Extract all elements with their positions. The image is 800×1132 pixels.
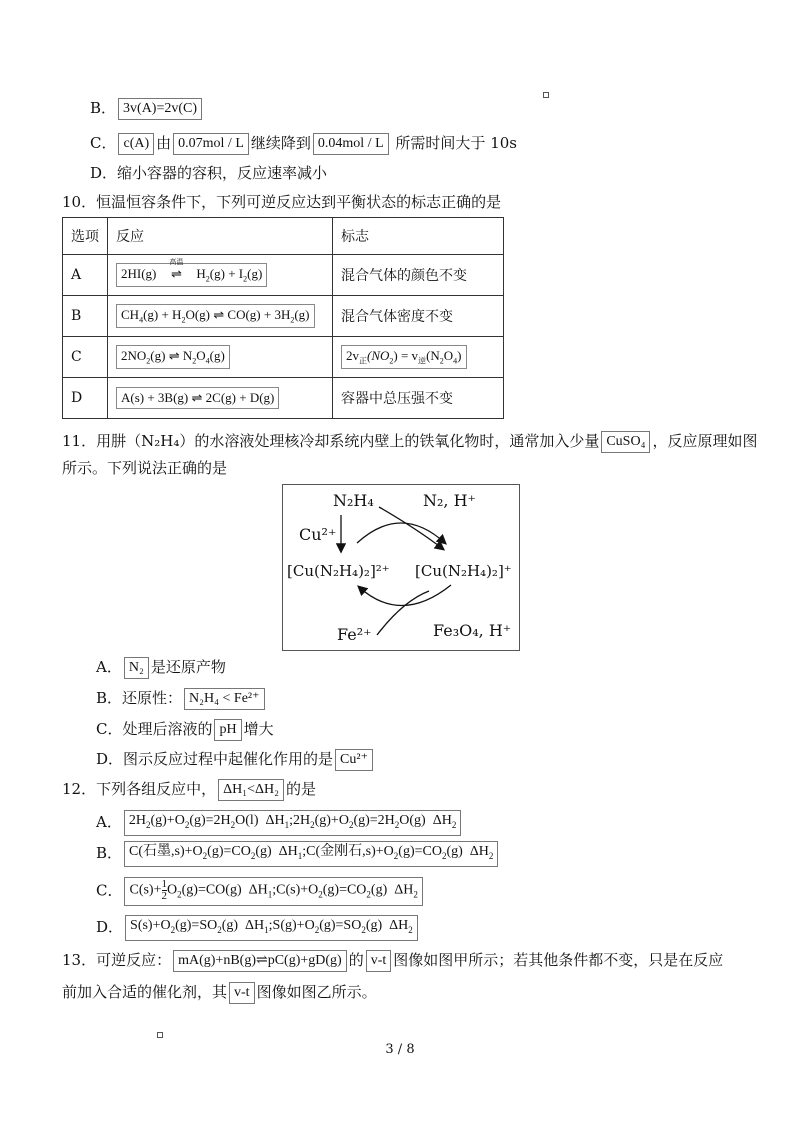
table-header-row	[63, 218, 504, 255]
option-cell: B	[63, 296, 108, 337]
formula-box: mA(g)+nB(g)⇌pC(g)+gD(g)	[173, 950, 347, 972]
reaction-formula: $2NO_2(g)$ ⇌ $N_2O_4(g)$	[116, 345, 230, 369]
q12-option-d: D． $S(s)+O_2(g)=SO_2(g)$ $\Delta H_1;S(g)+O_2(g)=SO_2(g)$ $\Delta H_2$	[96, 915, 420, 941]
formula-box: $S(s)+O_2(g)=SO_2(g)$ $\Delta H_1;S(g)+O_2(g)=SO_2(g)$ $\Delta H_2$	[125, 915, 418, 941]
table-row	[63, 337, 504, 378]
formula-box: N₂H₄ < Fe²⁺	[184, 688, 264, 710]
flag-cell: 容器中总压强不变	[333, 378, 504, 419]
header-cell: 选项	[63, 218, 108, 255]
q11-option-d: D．图示反应过程中起催化作用的是 Cu²⁺	[96, 749, 375, 771]
header-cell: 标志	[333, 218, 504, 255]
formula-box: 3v(A)=2v(C)	[118, 98, 202, 120]
corner-marker-top	[543, 92, 549, 98]
reaction-cell	[108, 255, 333, 296]
page-number: 3 / 8	[385, 1042, 415, 1057]
label-cu: Cu²⁺	[299, 525, 337, 544]
flag-formula: $2v_正(NO_2) = v_逆(N_2O_4)$	[341, 345, 467, 370]
flag-cell	[333, 337, 504, 378]
formula-box: ΔH₁<ΔH₂	[218, 779, 284, 801]
reaction-cell	[108, 337, 333, 378]
formula-box: $2H_2(g)+O_2(g)=2H_2O(l)$ $\Delta H_1;2H_2(g)+O_2(g)=2H_2O(g)$ $\Delta H_2$	[124, 810, 462, 836]
formula-box: 0.04mol / L	[313, 133, 389, 155]
q12-option-b: B． C(石墨$,s)+O_2(g)=CO_2(g)$ $\Delta H_1;C$(金刚石$,s)+O_2(g)=CO_2(g)$ $\Delta H_2$	[96, 841, 500, 867]
reaction-table	[62, 217, 504, 419]
table-row	[63, 255, 504, 296]
option-cell: C	[63, 337, 108, 378]
q9-option-c: C． c(A) 由 0.07mol / L 继续降到 0.04mol / L 所需时间大于 10s	[90, 133, 517, 155]
q11-stem-line2: 所示。下列说法正确的是	[62, 459, 228, 477]
q13-stem-line1: 13．可逆反应： mA(g)+nB(g)⇌pC(g)+gD(g) 的 v-t 图像如图甲所示；若其他条件都不变，只是在反应	[62, 950, 723, 972]
reaction-formula: A(s) + 3B(g) ⇌ 2C(g) + D(g)	[116, 387, 279, 409]
label-n2-h: N₂, H⁺	[423, 491, 476, 510]
label-complex-1plus: [Cu(N₂H₄)₂]⁺	[415, 562, 512, 580]
reaction-formula: $CH_4(g) + H_2O(g)$ ⇌ $CO(g) + 3H_2(g)$	[116, 304, 315, 328]
q12-option-c: C． $C(s)+\frac{1}{2}$ $O_2(g)=CO(g)$ $\Delta H_1;C(s)+O_2(g)=CO_2(g)$ $\Delta H_2$	[96, 877, 425, 906]
q11-option-c: C．处理后溶液的 pH 增大	[96, 719, 274, 741]
label-complex-2plus: [Cu(N₂H₄)₂]²⁺	[287, 562, 390, 580]
formula-box: v-t	[229, 982, 255, 1004]
reaction-formula: 2HI(g) 高温 ⇌ $H_2(g) + I_2(g)$	[116, 263, 267, 287]
q11-stem-line1: 11．用肼（N₂H₄）的水溶液处理核冷却系统内壁上的铁氧化物时，通常加入少量 CuSO₄ ，反应原理如图	[62, 431, 757, 453]
q12-stem: 12．下列各组反应中， ΔH₁<ΔH₂ 的是	[62, 779, 316, 801]
formula-box: $C(s)+\frac{1}{2}$ $O_2(g)=CO(g)$ $\Delta H_1;C(s)+O_2(g)=CO_2(g)$ $\Delta H_2$	[124, 877, 422, 906]
q11-option-b: B．还原性： N₂H₄ < Fe²⁺	[96, 688, 267, 710]
flag-cell: 混合气体的颜色不变	[333, 255, 504, 296]
q9-option-d: D．缩小容器的容积，反应速率减小	[90, 164, 328, 182]
formula-box: N₂	[124, 657, 149, 679]
flag-cell: 混合气体密度不变	[333, 296, 504, 337]
formula-box: C(石墨$,s)+O_2(g)=CO_2(g)$ $\Delta H_1;C$(金刚石$,s)+O_2(g)=CO_2(g)$ $\Delta H_2$	[124, 841, 498, 867]
option-cell: A	[63, 255, 108, 296]
table-row	[63, 378, 504, 419]
label-n2h4: N₂H₄	[333, 491, 374, 510]
q10-stem: 10．恒温恒容条件下，下列可逆反应达到平衡状态的标志正确的是	[62, 193, 502, 211]
label-fe3o4: Fe₃O₄, H⁺	[433, 621, 512, 640]
q12-option-a: A． $2H_2(g)+O_2(g)=2H_2O(l)$ $\Delta H_1;2H_2(g)+O_2(g)=2H_2O(g)$ $\Delta H_2$	[96, 810, 463, 836]
formula-box: Cu²⁺	[335, 749, 373, 771]
table-row	[63, 296, 504, 337]
q9-option-b: B． 3v(A)=2v(C)	[90, 98, 204, 120]
formula-box: c(A)	[118, 133, 154, 155]
reaction-cell	[108, 296, 333, 337]
reaction-cell	[108, 378, 333, 419]
label-fe: Fe²⁺	[337, 625, 372, 644]
formula-box: 0.07mol / L	[173, 133, 249, 155]
option-cell: D	[63, 378, 108, 419]
header-cell: 反应	[108, 218, 333, 255]
q13-stem-line2: 前加入合适的催化剂，其 v-t 图像如图乙所示。	[62, 982, 377, 1004]
formula-box: pH	[214, 719, 241, 741]
reaction-mechanism-diagram	[282, 484, 520, 651]
formula-box: CuSO₄	[601, 431, 650, 453]
q11-option-a: A． N₂ 是还原产物	[96, 657, 226, 679]
formula-box: v-t	[366, 950, 392, 972]
corner-marker-bottom	[157, 1032, 163, 1038]
